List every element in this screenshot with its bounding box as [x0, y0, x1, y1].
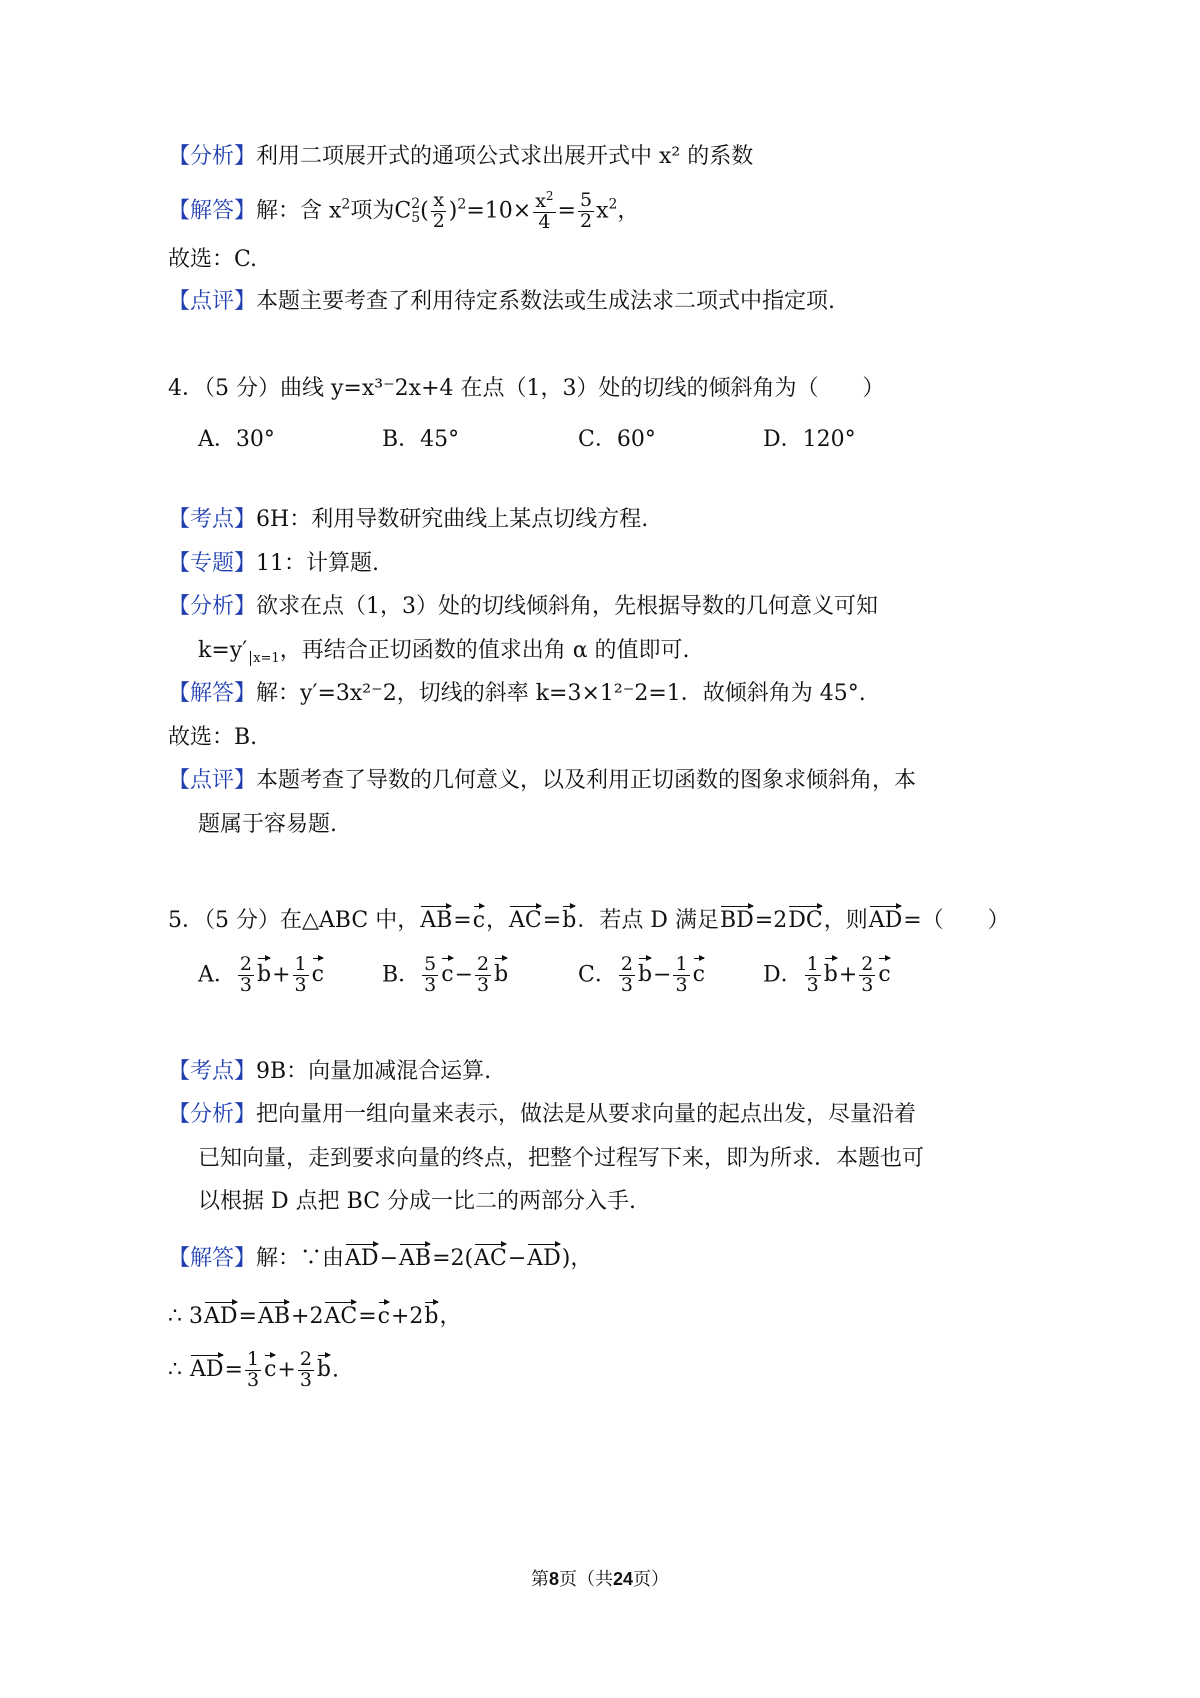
tag-fenxi-5: 【分析】 — [168, 1102, 257, 1127]
answer-end: ， — [617, 198, 640, 224]
page-footer — [0, 1565, 1200, 1591]
q4-dianping-1 — [168, 770, 916, 792]
fenxi5-line1: 把向量用一组向量来表示，做法是从要求向量的起点出发，尽量沿着 — [256, 1102, 917, 1127]
answer-mid: 项为C — [350, 198, 412, 224]
q4-option-c: C．60° — [578, 427, 656, 452]
q4-zhuanti — [168, 553, 379, 575]
fenxi-line2b: ，再结合正切函数的值求出角 α 的值即可. — [279, 638, 690, 663]
q5-step-3: ∴ AD= $\frac{1}{3}$ c+ $\frac{2}{3}$ b. — [168, 1348, 340, 1391]
q5-option-a: A． $\frac{2}{3}$ b+ $\frac{1}{3}$ c — [198, 953, 324, 996]
analysis-line-1 — [168, 146, 753, 168]
answer-line-1: 【解答】解：含 $x^2$项为C 2 5 ( $\frac{x}{2}$ )$^2$=10× $\frac{x^2}{4}$ = $\frac{5}{2}$ $x^2$， — [168, 189, 640, 233]
footer-page-number: 8 — [548, 1569, 559, 1589]
jieda5-text: 解：∵由 — [256, 1246, 345, 1271]
q5-stem-c: ，则 — [823, 908, 868, 933]
fenxi-sub: x=1 — [250, 651, 280, 666]
vec-dc: DC — [788, 904, 822, 932]
choose-line-4: 故选：B. — [168, 725, 258, 750]
comment-text: 本题主要考查了利用待定系数法或生成法求二项式中指定项. — [256, 289, 836, 314]
q4-jieda — [168, 683, 866, 705]
jieda-text: 解：y′=3x²⁻2，切线的斜率 k=3×1²⁻2=1．故倾斜角为 45°. — [256, 681, 866, 706]
zhuanti-text: 11：计算题. — [256, 551, 380, 576]
vec-ac: AC — [509, 904, 542, 932]
vec-ad: AD — [869, 904, 903, 932]
q5-jieda: 【解答】解：∵由AD−AB=2(AC−AD)， — [168, 1242, 592, 1270]
choose-line-1: 故选：C. — [168, 247, 258, 272]
q5-option-a-label: A． — [198, 962, 236, 988]
q5-stem-a: 5．（5 分）在△ABC 中， — [168, 908, 420, 933]
comment-line-1 — [168, 291, 835, 313]
q5-option-d-label: D． — [763, 962, 803, 988]
footer-total-pages: 24 — [612, 1569, 634, 1589]
tag-jieda-5: 【解答】 — [168, 1246, 257, 1271]
q5-option-d: D． $\frac{1}{3}$ b+ $\frac{2}{3}$ c — [763, 953, 891, 996]
tag-zhuanti: 【专题】 — [168, 551, 257, 576]
fenxi-k: k=y′ — [198, 638, 248, 663]
q5-option-b-label: B． — [382, 962, 421, 988]
footer-mid: 页（共 — [558, 1569, 613, 1590]
q5-fenxi-1 — [168, 1104, 916, 1126]
tag-kaodian-5: 【考点】 — [168, 1059, 257, 1084]
answer-eq2: = — [557, 198, 576, 224]
dianping-line1: 本题考查了导数的几何意义，以及利用正切函数的图象求倾斜角，本 — [256, 768, 917, 793]
tag-fenxi: 【分析】 — [168, 594, 257, 619]
vec-c: c — [473, 904, 485, 932]
therefore-2: ∴ — [168, 1357, 182, 1383]
q5-kaodian — [168, 1061, 491, 1083]
q5-option-c-label: C． — [578, 962, 617, 988]
footer-pre: 第 — [530, 1569, 549, 1590]
tag-answer: 【解答】 — [168, 198, 257, 224]
q4-option-d: D．120° — [763, 427, 856, 452]
vec-bd: BD — [720, 904, 754, 932]
q4-fenxi-1 — [168, 596, 878, 618]
vec-b: b — [562, 904, 576, 932]
tag-jieda: 【解答】 — [168, 681, 257, 706]
question-4-stem: 4．（5 分）曲线 y=x³⁻2x+4 在点（1，3）处的切线的倾斜角为（ ） — [168, 376, 885, 401]
q4-kaodian — [168, 509, 648, 531]
kaodian-text: 6H：利用导数研究曲线上某点切线方程. — [256, 507, 649, 532]
tag-comment: 【点评】 — [168, 289, 257, 314]
q4-fenxi-2 — [198, 640, 690, 665]
tag-kaodian: 【考点】 — [168, 507, 257, 532]
q5-option-c: C． $\frac{2}{3}$ b− $\frac{1}{3}$ c — [578, 953, 705, 996]
tag-analysis: 【分析】 — [168, 144, 257, 169]
q5-step-2: ∴ 3AD=AB+2AC=c+2b， — [168, 1300, 462, 1328]
kaodian-text-5: 9B：向量加减混合运算. — [256, 1059, 492, 1084]
analysis-text: 利用二项展开式的通项公式求出展开式中 x² 的系数 — [256, 144, 754, 169]
answer-tail: x — [596, 198, 609, 224]
vec-ab: AB — [420, 904, 452, 932]
q5-option-b: B． $\frac{5}{3}$ c− $\frac{2}{3}$ b — [382, 953, 509, 996]
q4-option-a: A．30° — [198, 427, 275, 452]
q5-stem-d: =（ ） — [903, 908, 1010, 933]
question-5-stem: 5．（5 分）在△ABC 中，AB=c，AC=b．若点 D 满足BD=2DC，则AD=（ ） — [168, 904, 1010, 932]
q4-option-b: B．45° — [382, 427, 460, 452]
therefore-1: ∴ — [168, 1304, 182, 1329]
footer-post: 页） — [633, 1569, 670, 1590]
q5-fenxi-3: 以根据 D 点把 BC 分成一比二的两部分入手. — [198, 1189, 637, 1214]
q4-dianping-2: 题属于容易题. — [198, 812, 337, 837]
tag-dianping: 【点评】 — [168, 768, 257, 793]
answer-eq: =10× — [466, 198, 532, 224]
q5-stem-b: ．若点 D 满足 — [577, 908, 719, 933]
fenxi-line1: 欲求在点（1，3）处的切线倾斜角，先根据导数的几何意义可知 — [256, 594, 879, 619]
q5-fenxi-2: 已知向量，走到要求向量的终点，把整个过程写下来，即为所求．本题也可 — [198, 1146, 925, 1171]
answer-prefix: 解：含 x — [256, 198, 342, 224]
